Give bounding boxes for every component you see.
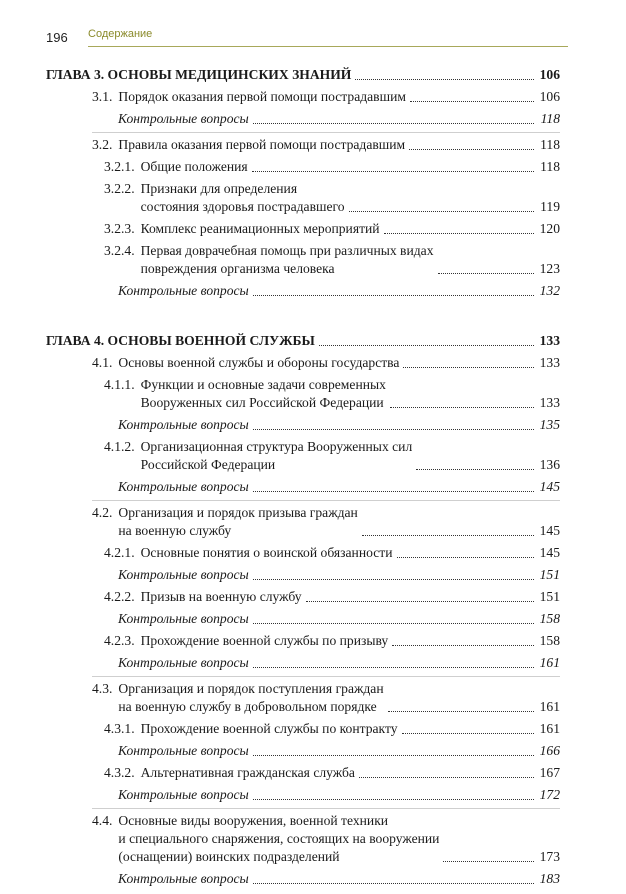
divider xyxy=(92,500,560,501)
toc-entry-4-2-2[interactable] xyxy=(46,588,560,606)
toc-title: Комплекс реанимационных мероприятий xyxy=(140,221,380,236)
divider xyxy=(92,808,560,809)
leader-dots xyxy=(402,733,534,734)
toc-entry-3-2-2[interactable] xyxy=(46,180,560,216)
toc-title: Контрольные вопросы xyxy=(118,111,249,126)
toc-title: Признаки для определения состояния здоровья пострадавшего xyxy=(140,181,345,214)
toc-title: Общие положения xyxy=(140,159,248,174)
toc-page: 118 xyxy=(540,159,560,174)
toc-page: 120 xyxy=(539,221,560,236)
toc-title: Контрольные вопросы xyxy=(118,655,249,670)
toc-title: Прохождение военной службы по призыву xyxy=(140,633,389,648)
leader-dots xyxy=(403,367,534,368)
toc-page: 173 xyxy=(539,849,560,864)
leader-dots xyxy=(253,429,534,430)
toc-entry-3-2-3[interactable] xyxy=(46,220,560,238)
divider xyxy=(92,132,560,133)
leader-dots xyxy=(390,407,534,408)
toc-page: 161 xyxy=(539,721,560,736)
toc-entry-4-2[interactable] xyxy=(46,504,560,540)
toc-entry-4-3-1[interactable] xyxy=(46,720,560,738)
toc-num: 3.1. xyxy=(92,89,113,104)
toc-title: Основы военной службы и обороны государства xyxy=(118,355,400,370)
leader-dots xyxy=(253,755,534,756)
leader-dots xyxy=(410,101,534,102)
leader-dots xyxy=(253,799,534,800)
toc-title: Контрольные вопросы xyxy=(118,787,249,802)
toc-title: Контрольные вопросы xyxy=(118,283,249,298)
toc-title: Правила оказания первой помощи пострадавшим xyxy=(118,137,406,152)
toc-num: 3.2.4. xyxy=(104,243,135,258)
chapter-gap xyxy=(46,304,560,332)
page-number: 196 xyxy=(46,30,68,45)
toc-page: 133 xyxy=(539,333,560,348)
toc-page: 133 xyxy=(539,395,560,410)
toc-title: Организационная структура Вооруженных сил Российской Федерации xyxy=(140,439,413,472)
toc-num: 4.2.1. xyxy=(104,545,135,560)
toc-entry-4-4[interactable] xyxy=(46,812,560,866)
toc-review-4-2-2[interactable] xyxy=(46,610,560,628)
toc-chapter-4[interactable] xyxy=(46,332,560,350)
toc-num: 3.2. xyxy=(92,137,113,152)
toc-page: 135 xyxy=(539,417,560,432)
leader-dots xyxy=(253,623,534,624)
leader-dots xyxy=(388,711,534,712)
toc-num: 4.2.2. xyxy=(104,589,135,604)
toc-review-4-3-1[interactable] xyxy=(46,742,560,760)
leader-dots xyxy=(253,491,534,492)
header-rule xyxy=(88,46,568,47)
toc-num: 3.2.1. xyxy=(104,159,135,174)
leader-dots xyxy=(319,345,534,346)
toc-page: 151 xyxy=(539,589,560,604)
toc-page: 123 xyxy=(539,261,560,276)
toc-title: Прохождение военной службы по контракту xyxy=(140,721,398,736)
toc-title: Призыв на военную службу xyxy=(140,589,302,604)
toc-title: Порядок оказания первой помощи пострадавшим xyxy=(118,89,406,104)
leader-dots xyxy=(355,79,534,80)
toc-review-4-3-2[interactable] xyxy=(46,786,560,804)
leader-dots xyxy=(362,535,534,536)
toc-num: 4.3.1. xyxy=(104,721,135,736)
toc-review-4-1-2[interactable] xyxy=(46,478,560,496)
toc-entry-4-1-2[interactable] xyxy=(46,438,560,474)
toc-page: 118 xyxy=(540,137,560,152)
toc-title: Организация и порядок призыва граждан на военную службу xyxy=(118,505,358,538)
toc-num: 4.1.2. xyxy=(104,439,135,454)
toc-title: Первая доврачебная помощь при различных видах повреждения организма человека xyxy=(140,243,434,276)
toc-entry-4-3[interactable] xyxy=(46,680,560,716)
toc-page: 172 xyxy=(539,787,560,802)
toc-num: 4.1. xyxy=(92,355,113,370)
toc-page: 161 xyxy=(539,655,560,670)
toc-num: 4.1.1. xyxy=(104,377,135,392)
toc-title: ГЛАВА 3. ОСНОВЫ МЕДИЦИНСКИХ ЗНАНИЙ xyxy=(46,67,352,82)
toc-num: 3.2.2. xyxy=(104,181,135,196)
toc-title: Функции и основные задачи современных Вооруженных сил Российской Федерации xyxy=(140,377,386,410)
leader-dots xyxy=(253,123,534,124)
toc-entry-4-1[interactable] xyxy=(46,354,560,372)
toc-num: 4.3. xyxy=(92,681,113,696)
leader-dots xyxy=(253,295,534,296)
leader-dots xyxy=(409,149,534,150)
toc-page: 133 xyxy=(539,355,560,370)
toc-page: 158 xyxy=(539,611,560,626)
leader-dots xyxy=(397,557,535,558)
toc-entry-3-2[interactable] xyxy=(46,136,560,154)
table-of-contents xyxy=(46,66,560,892)
toc-entry-4-2-3[interactable] xyxy=(46,632,560,650)
toc-entry-3-1[interactable] xyxy=(46,88,560,106)
toc-num: 3.2.3. xyxy=(104,221,135,236)
toc-num: 4.4. xyxy=(92,813,113,828)
leader-dots xyxy=(416,469,534,470)
toc-title: Основные понятия о воинской обязанности xyxy=(140,545,393,560)
toc-title: Контрольные вопросы xyxy=(118,611,249,626)
toc-review-3-2-4[interactable] xyxy=(46,282,560,300)
toc-page: 145 xyxy=(539,545,560,560)
toc-page: 167 xyxy=(539,765,560,780)
toc-page: 158 xyxy=(539,633,560,648)
toc-title: ГЛАВА 4. ОСНОВЫ ВОЕННОЙ СЛУЖБЫ xyxy=(46,333,315,348)
toc-page: 118 xyxy=(540,111,560,126)
leader-dots xyxy=(306,601,534,602)
toc-title: Контрольные вопросы xyxy=(118,417,249,432)
toc-review-4-4[interactable] xyxy=(46,870,560,888)
toc-page: 106 xyxy=(539,67,560,82)
toc-page: 145 xyxy=(539,523,560,538)
leader-dots xyxy=(349,211,534,212)
toc-entry-3-2-1[interactable] xyxy=(46,158,560,176)
leader-dots xyxy=(253,579,534,580)
toc-page: 151 xyxy=(539,567,560,582)
leader-dots xyxy=(253,883,534,884)
toc-review-4-1-1[interactable] xyxy=(46,416,560,434)
page-header xyxy=(46,26,568,48)
toc-title: Альтернативная гражданская служба xyxy=(140,765,355,780)
leader-dots xyxy=(392,645,534,646)
toc-title: Контрольные вопросы xyxy=(118,871,249,886)
toc-review-3-1[interactable] xyxy=(46,110,560,128)
toc-entry-4-3-2[interactable] xyxy=(46,764,560,782)
leader-dots xyxy=(443,861,534,862)
toc-num: 4.2.3. xyxy=(104,633,135,648)
toc-page: 145 xyxy=(539,479,560,494)
toc-page: 136 xyxy=(539,457,560,472)
toc-page: 106 xyxy=(539,89,560,104)
toc-entry-4-1-1[interactable] xyxy=(46,376,560,412)
toc-title: Контрольные вопросы xyxy=(118,567,249,582)
toc-page: 132 xyxy=(539,283,560,298)
toc-title: Основные виды вооружения, военной техники и специального снаряжения, состоящих на вооружении (оснащении) воинских подразделений xyxy=(118,813,440,864)
leader-dots xyxy=(438,273,535,274)
toc-title: Контрольные вопросы xyxy=(118,479,249,494)
toc-page: 119 xyxy=(540,199,560,214)
toc-num: 4.3.2. xyxy=(104,765,135,780)
leader-dots xyxy=(253,667,534,668)
leader-dots xyxy=(384,233,534,234)
toc-page: 183 xyxy=(539,871,560,886)
toc-page: 166 xyxy=(539,743,560,758)
divider xyxy=(92,676,560,677)
running-title: Содержание xyxy=(88,28,153,40)
toc-entry-4-2-1[interactable] xyxy=(46,544,560,562)
toc-review-4-2-3[interactable] xyxy=(46,654,560,672)
toc-chapter-3[interactable] xyxy=(46,66,560,84)
toc-title: Контрольные вопросы xyxy=(118,743,249,758)
leader-dots xyxy=(252,171,534,172)
toc-entry-3-2-4[interactable] xyxy=(46,242,560,278)
toc-review-4-2-1[interactable] xyxy=(46,566,560,584)
toc-title: Организация и порядок поступления граждан на военную службу в добровольном порядке xyxy=(118,681,384,714)
leader-dots xyxy=(359,777,534,778)
toc-page: 161 xyxy=(539,699,560,714)
toc-num: 4.2. xyxy=(92,505,113,520)
